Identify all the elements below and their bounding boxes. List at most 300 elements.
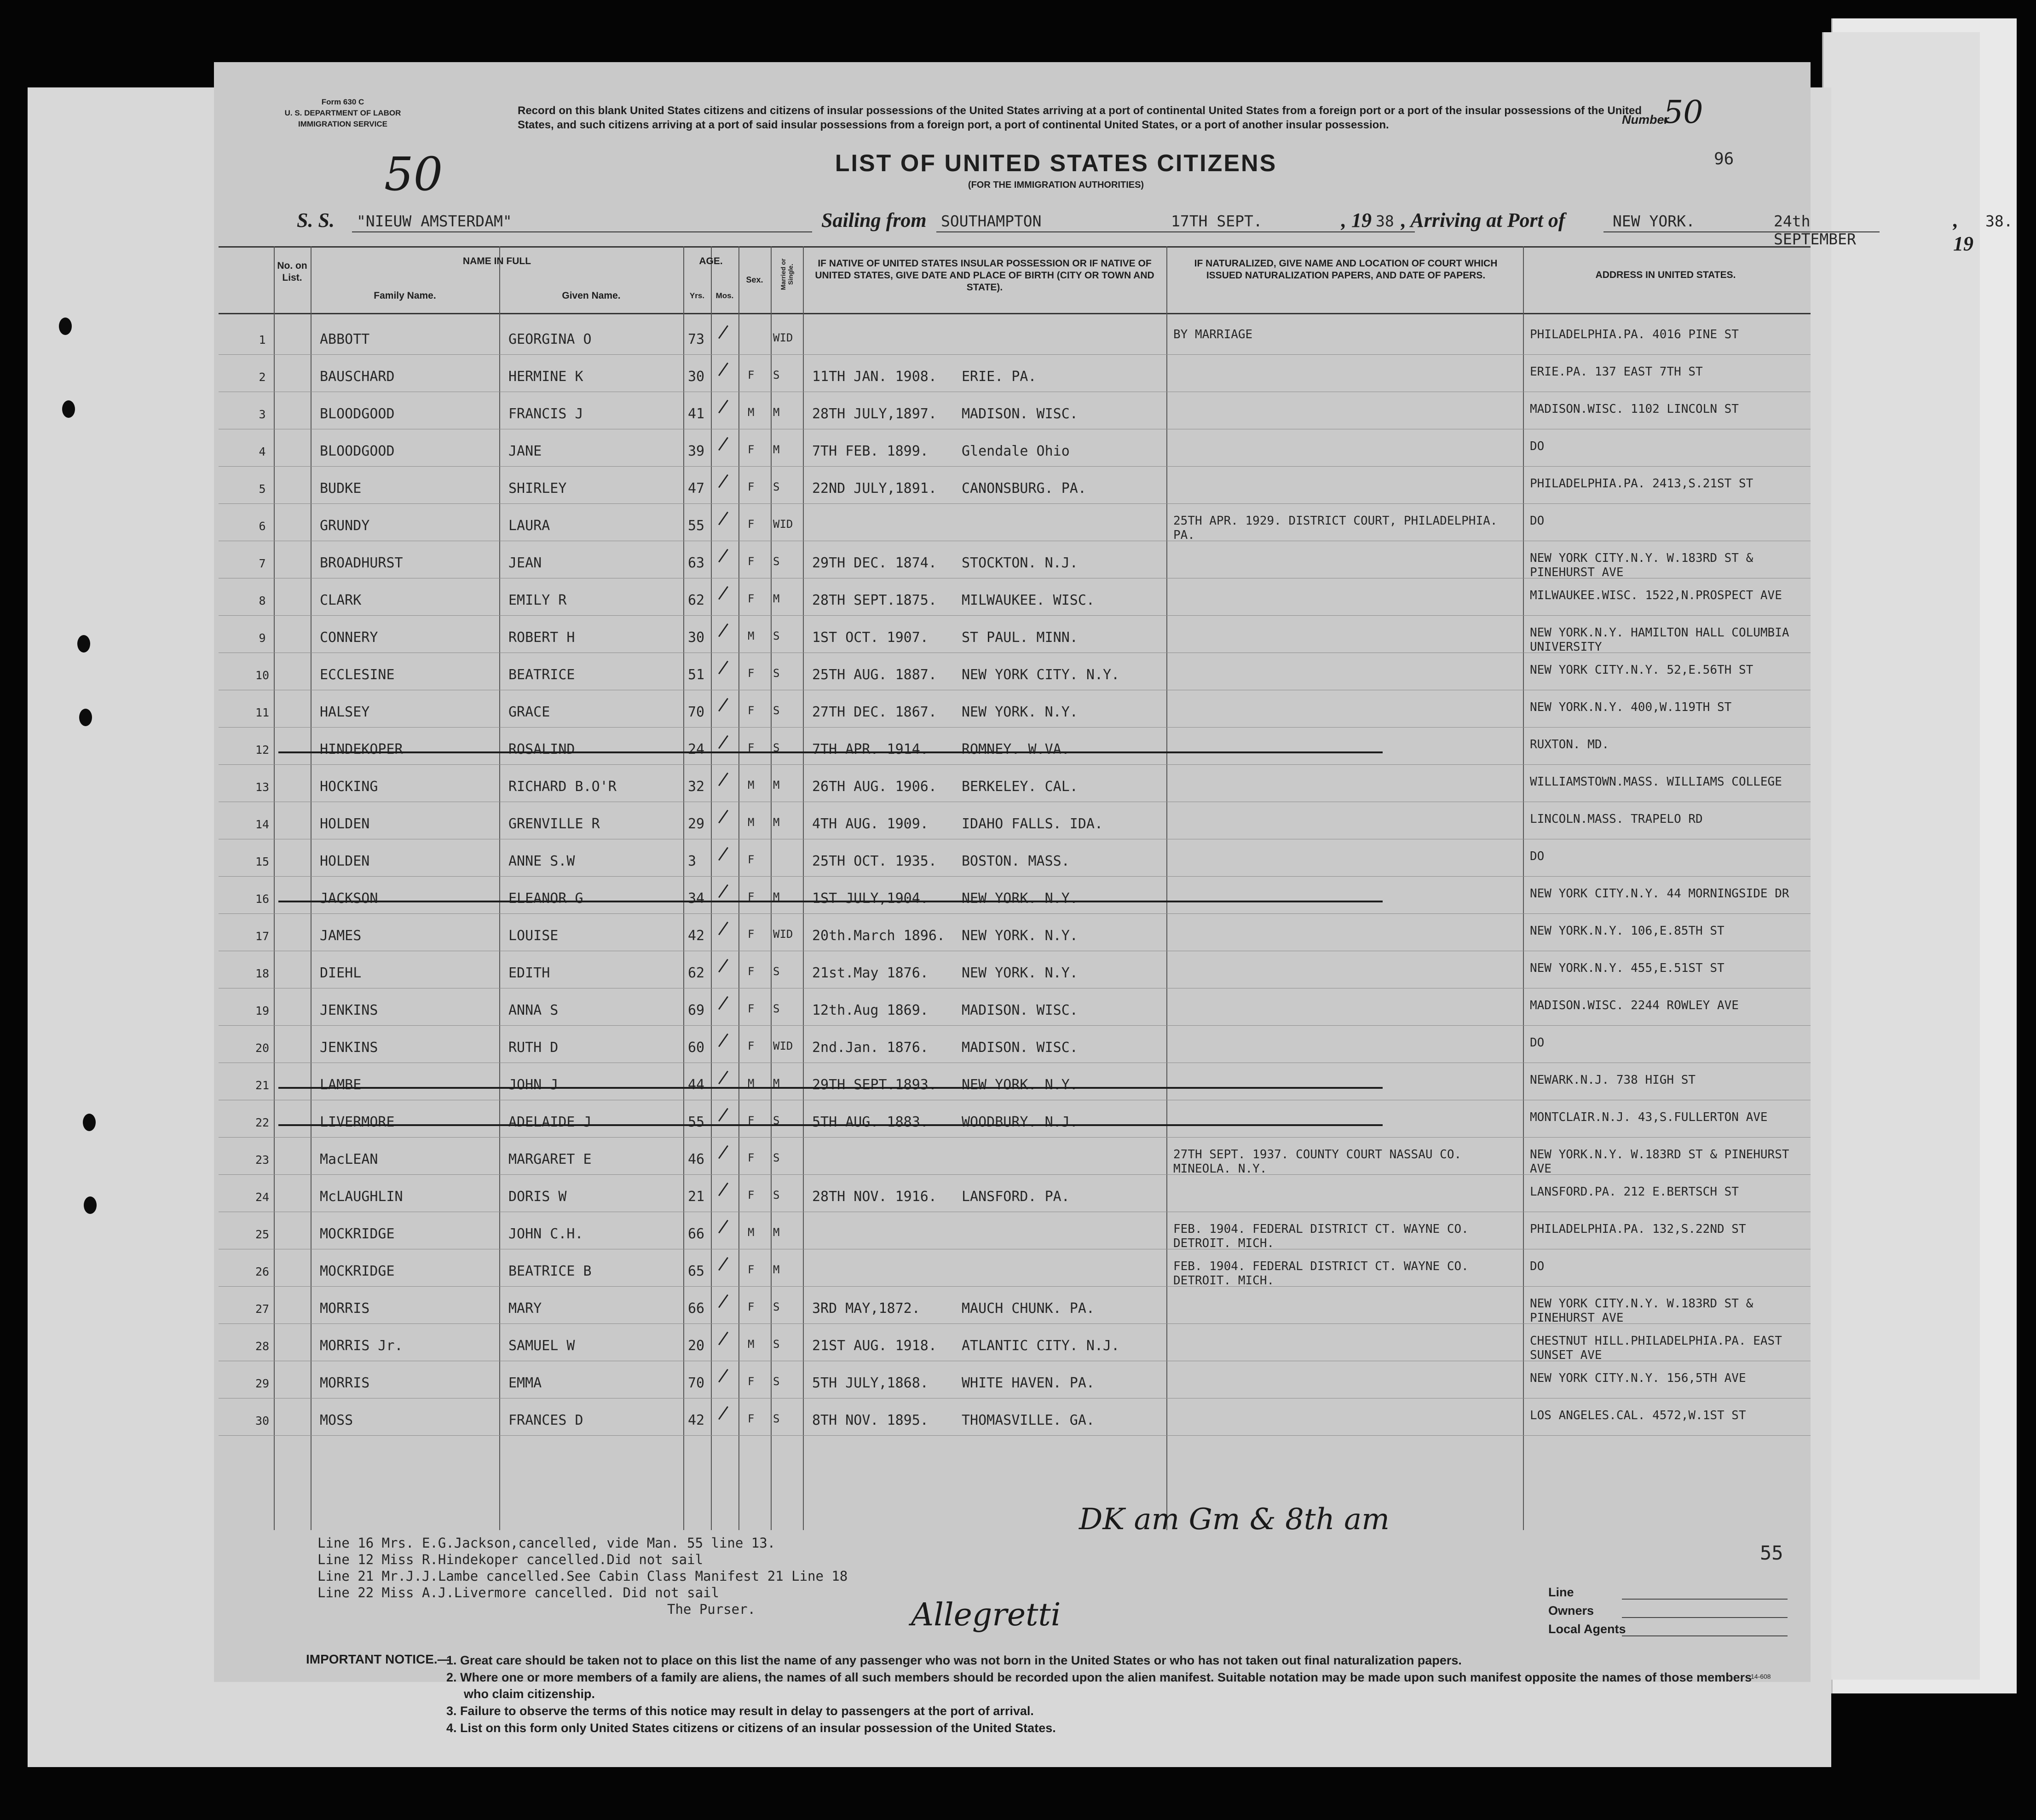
birth-place: ROMNEY. W.VA. xyxy=(962,741,1070,757)
family-name: HOCKING xyxy=(320,779,378,795)
family-name: JACKSON xyxy=(320,890,378,907)
punch-hole xyxy=(84,1196,97,1214)
family-name: GRUNDY xyxy=(320,518,370,534)
birth-place: NEW YORK. N.Y. xyxy=(962,890,1078,907)
birth-date: 2nd.Jan. 1876. xyxy=(812,1040,929,1056)
passenger-number: 24 xyxy=(255,1190,270,1204)
sex: M xyxy=(748,630,755,642)
important-notice xyxy=(446,1652,1776,1737)
table-row xyxy=(214,1249,1811,1287)
family-name: MOSS xyxy=(320,1412,353,1428)
check-mark xyxy=(718,922,728,936)
col-header-mos: Mos. xyxy=(715,291,734,300)
passenger-number: 18 xyxy=(255,967,270,980)
table-row xyxy=(214,541,1811,578)
marital-status: S xyxy=(773,741,780,754)
passenger-number: 30 xyxy=(255,1414,270,1427)
marital-status: M xyxy=(773,1226,780,1239)
address: LANSFORD.PA. 212 E.BERTSCH ST xyxy=(1530,1185,1739,1199)
number-label: Number xyxy=(1622,113,1669,127)
passenger-number: 15 xyxy=(255,855,270,868)
passenger-number: 3 xyxy=(259,408,266,421)
table-row xyxy=(214,616,1811,653)
sex: F xyxy=(748,1375,755,1388)
family-name: HOLDEN xyxy=(320,853,370,869)
check-mark xyxy=(718,698,728,712)
marital-status: M xyxy=(773,816,780,829)
check-mark xyxy=(718,1332,728,1346)
sex: M xyxy=(748,1338,755,1351)
birth-date: 1ST JULY,1904. xyxy=(812,890,929,907)
age-years: 30 xyxy=(688,630,705,646)
table-row xyxy=(214,1100,1811,1138)
notice-item: 4. List on this form only United States citizens or citizens of an insular possession of the United States. xyxy=(446,1721,1056,1735)
notice-item: 3. Failure to observe the terms of this notice may result in delay to passengers at the port of arrival. xyxy=(446,1704,1034,1718)
sail-date: 17TH SEPT. xyxy=(1171,212,1263,230)
passenger-number: 9 xyxy=(259,631,266,645)
passenger-number: 4 xyxy=(259,445,266,458)
passenger-number: 20 xyxy=(255,1041,270,1055)
arriving-label: , Arriving at Port of xyxy=(1401,209,1565,231)
service-name: IMMIGRATION SERVICE xyxy=(298,120,387,128)
note-line: Line 12 Miss R.Hindekoper cancelled.Did not sail xyxy=(317,1552,704,1567)
col-header-yrs: Yrs. xyxy=(689,291,705,300)
strike-through xyxy=(278,901,1383,902)
note-line: The Purser. xyxy=(667,1601,756,1617)
marital-status: S xyxy=(773,1338,780,1351)
address: DO xyxy=(1530,1036,1545,1050)
birth-date: 8TH NOV. 1895. xyxy=(812,1412,929,1428)
check-mark xyxy=(718,512,728,526)
given-name: SAMUEL W xyxy=(508,1338,575,1354)
table-row xyxy=(214,653,1811,690)
sex: M xyxy=(748,1077,755,1090)
birth-place: MADISON. WISC. xyxy=(962,1002,1078,1018)
given-name: BEATRICE xyxy=(508,667,575,683)
page-number: 96 xyxy=(1714,150,1734,168)
table-row xyxy=(214,1398,1811,1436)
notes-block xyxy=(317,1535,1008,1618)
birth-date: 29TH SEPT.1893. xyxy=(812,1077,937,1093)
age-years: 39 xyxy=(688,443,705,459)
col-header-family: Family Name. xyxy=(374,290,436,301)
passenger-number: 8 xyxy=(259,594,266,607)
check-mark xyxy=(718,474,728,488)
sex: F xyxy=(748,1189,755,1202)
handwritten-number: 50 xyxy=(384,147,443,201)
marital-status: S xyxy=(773,1151,780,1164)
sex: F xyxy=(748,1114,755,1127)
birth-date: 25TH OCT. 1935. xyxy=(812,853,937,869)
address: DO xyxy=(1530,849,1545,863)
age-years: 70 xyxy=(688,1375,705,1391)
strike-through xyxy=(278,1124,1383,1126)
record-note: Record on this blank United States citizens and citizens of insular possessions of the United States arriving at a port of continental United States from a foreign port or a port of the insular possessions of the United States, and such citizens arriving at a port of said insular possessions from a foreign port, a port of continental United States, or a port of another insular possession. xyxy=(518,104,1642,131)
form-code: 14-608 xyxy=(1751,1673,1771,1680)
given-name: SHIRLEY xyxy=(508,480,567,497)
check-mark xyxy=(718,735,728,749)
birth-date: 11TH JAN. 1908. xyxy=(812,369,937,385)
col-header-age: AGE. xyxy=(699,256,723,266)
arrive-year: 38. xyxy=(1985,212,2013,230)
passenger-number: 10 xyxy=(255,669,270,682)
given-name: MARGARET E xyxy=(508,1151,592,1167)
back-sheet-2 xyxy=(1822,32,1980,1680)
age-years: 55 xyxy=(688,518,705,534)
family-name: LAMBE xyxy=(320,1077,362,1093)
given-name: LOUISE xyxy=(508,928,559,944)
birth-date: 28TH NOV. 1916. xyxy=(812,1189,937,1205)
age-years: 24 xyxy=(688,741,705,757)
arrive-year-prefix: , 19 xyxy=(1953,209,1973,255)
table-row xyxy=(214,467,1811,504)
table-row xyxy=(214,914,1811,951)
family-name: MORRIS Jr. xyxy=(320,1338,403,1354)
sex: F xyxy=(748,1300,755,1313)
given-name: FRANCES D xyxy=(508,1412,583,1428)
arrival-date: 24th SEPTEMBER xyxy=(1774,212,1856,248)
col-header-address: ADDRESS IN UNITED STATES. xyxy=(1595,270,1736,280)
sail-year: 38 xyxy=(1376,212,1394,230)
marital-status: S xyxy=(773,1300,780,1313)
marital-status: WID xyxy=(773,1040,793,1052)
family-name: JENKINS xyxy=(320,1040,378,1056)
marital-status: M xyxy=(773,1077,780,1090)
family-name: HALSEY xyxy=(320,704,370,720)
marital-status: S xyxy=(773,704,780,717)
given-name: ELEANOR G xyxy=(508,890,583,907)
birth-place: ST PAUL. MINN. xyxy=(962,630,1078,646)
given-name: ROSALIND xyxy=(508,741,575,757)
table-row xyxy=(214,504,1811,541)
age-years: 69 xyxy=(688,1002,705,1018)
col-header-sex: Sex. xyxy=(746,275,763,284)
marital-status: WID xyxy=(773,518,793,531)
passenger-number: 14 xyxy=(255,818,270,831)
birth-place: MADISON. WISC. xyxy=(962,406,1078,422)
ss-label: S. S. xyxy=(297,209,335,231)
table-row xyxy=(214,839,1811,877)
birth-date: 21st.May 1876. xyxy=(812,965,929,981)
birth-place: NEW YORK. N.Y. xyxy=(962,704,1078,720)
passenger-number: 21 xyxy=(255,1079,270,1092)
owners-field: Owners xyxy=(1548,1604,1788,1622)
check-mark xyxy=(718,437,728,451)
notice-label: IMPORTANT NOTICE.— xyxy=(306,1652,450,1666)
marital-status: M xyxy=(773,592,780,605)
naturalization: FEB. 1904. FEDERAL DISTRICT CT. WAYNE CO. DETROIT. MICH. xyxy=(1173,1260,1469,1288)
marital-status: WID xyxy=(773,331,793,344)
age-years: 51 xyxy=(688,667,705,683)
table-row xyxy=(214,1175,1811,1212)
birth-place: NEW YORK. N.Y. xyxy=(962,1077,1078,1093)
table-top-rule xyxy=(219,246,1811,248)
department-name: U. S. DEPARTMENT OF LABOR xyxy=(284,109,401,117)
check-mark xyxy=(718,1034,728,1047)
manifest-page xyxy=(214,62,2013,1735)
birth-date: 5TH JULY,1868. xyxy=(812,1375,929,1391)
punch-hole xyxy=(77,635,90,653)
table-row xyxy=(214,318,1811,355)
family-name: ECCLESINE xyxy=(320,667,395,683)
address: NEW YORK CITY.N.Y. 156,5TH AVE xyxy=(1530,1371,1746,1385)
note-line: Line 16 Mrs. E.G.Jackson,cancelled, vide Man. 55 line 13. xyxy=(317,1535,776,1551)
address: LOS ANGELES.CAL. 4572,W.1ST ST xyxy=(1530,1409,1746,1422)
given-name: EDITH xyxy=(508,965,550,981)
family-name: BLOODGOOD xyxy=(320,406,395,422)
birth-date: 26TH AUG. 1906. xyxy=(812,779,937,795)
given-name: MARY xyxy=(508,1300,542,1317)
check-mark xyxy=(718,549,728,563)
right-fields xyxy=(1548,1585,1788,1641)
family-name: HOLDEN xyxy=(320,816,370,832)
age-years: 62 xyxy=(688,965,705,981)
check-mark xyxy=(718,400,728,414)
family-name: BUDKE xyxy=(320,480,362,497)
table-row xyxy=(214,1287,1811,1324)
passenger-number: 27 xyxy=(255,1302,270,1316)
sex: F xyxy=(748,890,755,903)
page-subtitle: (FOR THE IMMIGRATION AUTHORITIES) xyxy=(968,180,1144,190)
check-mark xyxy=(718,1369,728,1383)
birth-date: 4TH AUG. 1909. xyxy=(812,816,929,832)
check-mark xyxy=(718,1220,728,1234)
check-mark xyxy=(718,1406,728,1420)
table-row xyxy=(214,1063,1811,1100)
age-years: 41 xyxy=(688,406,705,422)
naturalization: 27TH SEPT. 1937. COUNTY COURT NASSAU CO. MINEOLA. N.Y. xyxy=(1173,1148,1462,1176)
address: NEW YORK.N.Y. HAMILTON HALL COLUMBIA UNIVERSITY xyxy=(1530,626,1789,654)
age-years: 42 xyxy=(688,928,705,944)
age-years: 29 xyxy=(688,816,705,832)
table-row xyxy=(214,988,1811,1026)
marital-status: M xyxy=(773,779,780,792)
sex: F xyxy=(748,853,755,866)
address: NEW YORK.N.Y. 400,W.119TH ST xyxy=(1530,700,1732,714)
address: NEW YORK CITY.N.Y. W.183RD ST & PINEHURST AVE xyxy=(1530,1297,1753,1325)
note-line: Line 21 Mr.J.J.Lambe cancelled.See Cabin Class Manifest 21 Line 18 xyxy=(317,1568,848,1584)
check-mark xyxy=(718,363,728,376)
note-line: Line 22 Miss A.J.Livermore cancelled. Did not sail xyxy=(317,1585,719,1600)
sailing-port: SOUTHAMPTON xyxy=(941,212,1042,230)
address: WILLIAMSTOWN.MASS. WILLIAMS COLLEGE xyxy=(1530,775,1782,789)
sex: F xyxy=(748,667,755,680)
birth-place: THOMASVILLE. GA. xyxy=(962,1412,1095,1428)
naturalization: FEB. 1904. FEDERAL DISTRICT CT. WAYNE CO. DETROIT. MICH. xyxy=(1173,1222,1469,1250)
col-header-no: No. on List. xyxy=(277,260,307,283)
address: DO xyxy=(1530,1260,1545,1273)
form-number: Form 630 C xyxy=(321,98,364,106)
sex: F xyxy=(748,1263,755,1276)
address: DO xyxy=(1530,514,1545,528)
sex: F xyxy=(748,443,755,456)
check-mark xyxy=(718,661,728,675)
given-name: JOHN C.H. xyxy=(508,1226,583,1242)
strike-through xyxy=(278,751,1383,753)
marital-status: S xyxy=(773,667,780,680)
col-header-given: Given Name. xyxy=(562,290,621,301)
passenger-number: 25 xyxy=(255,1228,270,1241)
passenger-number: 13 xyxy=(255,780,270,794)
punch-hole xyxy=(83,1114,96,1131)
birth-place: ATLANTIC CITY. N.J. xyxy=(962,1338,1120,1354)
family-name: ABBOTT xyxy=(320,331,370,347)
age-years: 44 xyxy=(688,1077,705,1093)
sailing-label: Sailing from xyxy=(821,209,927,231)
table-header-rule xyxy=(219,313,1811,314)
sex: F xyxy=(748,592,755,605)
table-row xyxy=(214,951,1811,988)
punch-hole xyxy=(79,709,92,726)
birth-place: CANONSBURG. PA. xyxy=(962,480,1086,497)
col-header-married: Married or Single. xyxy=(779,258,794,290)
age-years: 66 xyxy=(688,1300,705,1317)
age-years: 34 xyxy=(688,890,705,907)
given-name: LAURA xyxy=(508,518,550,534)
birth-place: BERKELEY. CAL. xyxy=(962,779,1078,795)
table-row xyxy=(214,392,1811,429)
age-years: 70 xyxy=(688,704,705,720)
given-name: HERMINE K xyxy=(508,369,583,385)
age-years: 62 xyxy=(688,592,705,608)
birth-date: 28TH JULY,1897. xyxy=(812,406,937,422)
table-row xyxy=(214,1324,1811,1361)
sex: F xyxy=(748,480,755,493)
address: MADISON.WISC. 1102 LINCOLN ST xyxy=(1530,402,1739,416)
table-row xyxy=(214,765,1811,802)
birth-date: 21ST AUG. 1918. xyxy=(812,1338,937,1354)
passenger-number: 22 xyxy=(255,1116,270,1129)
check-mark xyxy=(718,1257,728,1271)
notice-item: 1. Great care should be taken not to place on this list the name of any passenger who was not born in the United States or who has not taken out final naturalization papers. xyxy=(446,1653,1462,1667)
col-header-name: NAME IN FULL xyxy=(462,256,531,266)
check-mark xyxy=(718,959,728,973)
birth-place: WHITE HAVEN. PA. xyxy=(962,1375,1095,1391)
sex: F xyxy=(748,1412,755,1425)
family-name: LIVERMORE xyxy=(320,1114,395,1130)
table-row xyxy=(214,1212,1811,1249)
sex: F xyxy=(748,555,755,568)
family-name: BROADHURST xyxy=(320,555,403,571)
sex: F xyxy=(748,928,755,941)
birth-date: 25TH AUG. 1887. xyxy=(812,667,937,683)
family-name: MORRIS xyxy=(320,1375,370,1391)
address: PHILADELPHIA.PA. 4016 PINE ST xyxy=(1530,328,1739,341)
sex: M xyxy=(748,779,755,792)
passenger-number: 12 xyxy=(255,743,270,757)
family-name: MOCKRIDGE xyxy=(320,1226,395,1242)
birth-date: 29TH DEC. 1874. xyxy=(812,555,937,571)
strike-through xyxy=(278,1087,1383,1089)
marital-status: S xyxy=(773,1189,780,1202)
birth-place: WOODBURY. N.J. xyxy=(962,1114,1078,1130)
passenger-number: 23 xyxy=(255,1153,270,1167)
age-years: 30 xyxy=(688,369,705,385)
manifest-reference: 55 xyxy=(1760,1542,1783,1564)
family-name: DIEHL xyxy=(320,965,362,981)
sex: F xyxy=(748,704,755,717)
passenger-number: 7 xyxy=(259,557,266,570)
check-mark xyxy=(718,810,728,824)
given-name: ROBERT H xyxy=(508,630,575,646)
family-name: CONNERY xyxy=(320,630,378,646)
address: NEW YORK CITY.N.Y. 52,E.56TH ST xyxy=(1530,663,1753,677)
given-name: EMILY R xyxy=(508,592,567,608)
age-years: 46 xyxy=(688,1151,705,1167)
birth-date: 27TH DEC. 1867. xyxy=(812,704,937,720)
family-name: HINDEKOPER xyxy=(320,741,403,757)
marital-status: WID xyxy=(773,928,793,941)
col-header-naturalized: IF NATURALIZED, GIVE NAME AND LOCATION OF COURT WHICH ISSUED NATURALIZATION PAPERS, AND DATE OF PAPERS. xyxy=(1194,258,1498,281)
check-mark xyxy=(718,586,728,600)
family-name: MORRIS xyxy=(320,1300,370,1317)
age-years: 32 xyxy=(688,779,705,795)
passenger-number: 2 xyxy=(259,370,266,384)
table-row xyxy=(214,578,1811,616)
address: CHESTNUT HILL.PHILADELPHIA.PA. EAST SUNSET AVE xyxy=(1530,1334,1782,1362)
birth-place: NEW YORK CITY. N.Y. xyxy=(962,667,1120,683)
given-name: JEAN xyxy=(508,555,542,571)
birth-place: ERIE. PA. xyxy=(962,369,1037,385)
marital-status: M xyxy=(773,406,780,419)
passenger-number: 17 xyxy=(255,930,270,943)
age-years: 60 xyxy=(688,1040,705,1056)
marital-status: S xyxy=(773,1412,780,1425)
sex: F xyxy=(748,518,755,531)
check-mark xyxy=(718,1071,728,1085)
passenger-number: 16 xyxy=(255,892,270,906)
check-mark xyxy=(718,325,728,339)
address: MONTCLAIR.N.J. 43,S.FULLERTON AVE xyxy=(1530,1110,1768,1124)
birth-place: Glendale Ohio xyxy=(962,443,1070,459)
age-years: 66 xyxy=(688,1226,705,1242)
birth-date: 5TH AUG. 1883. xyxy=(812,1114,929,1130)
given-name: EMMA xyxy=(508,1375,542,1391)
birth-date: 1ST OCT. 1907. xyxy=(812,630,929,646)
given-name: JANE xyxy=(508,443,542,459)
marital-status: S xyxy=(773,555,780,568)
passenger-number: 11 xyxy=(255,706,270,719)
marital-status: S xyxy=(773,480,780,493)
address: NEW YORK CITY.N.Y. 44 MORNINGSIDE DR xyxy=(1530,887,1789,901)
table-row xyxy=(214,728,1811,765)
age-years: 20 xyxy=(688,1338,705,1354)
table-row xyxy=(214,1026,1811,1063)
sex: F xyxy=(748,1002,755,1015)
address: MADISON.WISC. 2244 ROWLEY AVE xyxy=(1530,999,1739,1012)
birth-date: 7TH FEB. 1899. xyxy=(812,443,929,459)
birth-date: 20th.March 1896. xyxy=(812,928,945,944)
birth-date: 28TH SEPT.1875. xyxy=(812,592,937,608)
age-years: 21 xyxy=(688,1189,705,1205)
sex: M xyxy=(748,406,755,419)
given-name: ANNE S.W xyxy=(508,853,575,869)
punch-hole xyxy=(59,318,72,335)
sex: F xyxy=(748,369,755,381)
family-name: MacLEAN xyxy=(320,1151,378,1167)
birth-place: MILWAUKEE. WISC. xyxy=(962,592,1095,608)
check-mark xyxy=(718,884,728,898)
address: RUXTON. MD. xyxy=(1530,738,1609,751)
marital-status: S xyxy=(773,965,780,978)
address: NEW YORK.N.Y. W.183RD ST & PINEHURST AVE xyxy=(1530,1148,1789,1176)
birth-place: STOCKTON. N.J. xyxy=(962,555,1078,571)
sail-year-prefix: , 19 xyxy=(1341,209,1372,231)
address: PHILADELPHIA.PA. 2413,S.21ST ST xyxy=(1530,477,1753,491)
passenger-number: 5 xyxy=(259,482,266,496)
passenger-number: 6 xyxy=(259,520,266,533)
marital-status: S xyxy=(773,1002,780,1015)
